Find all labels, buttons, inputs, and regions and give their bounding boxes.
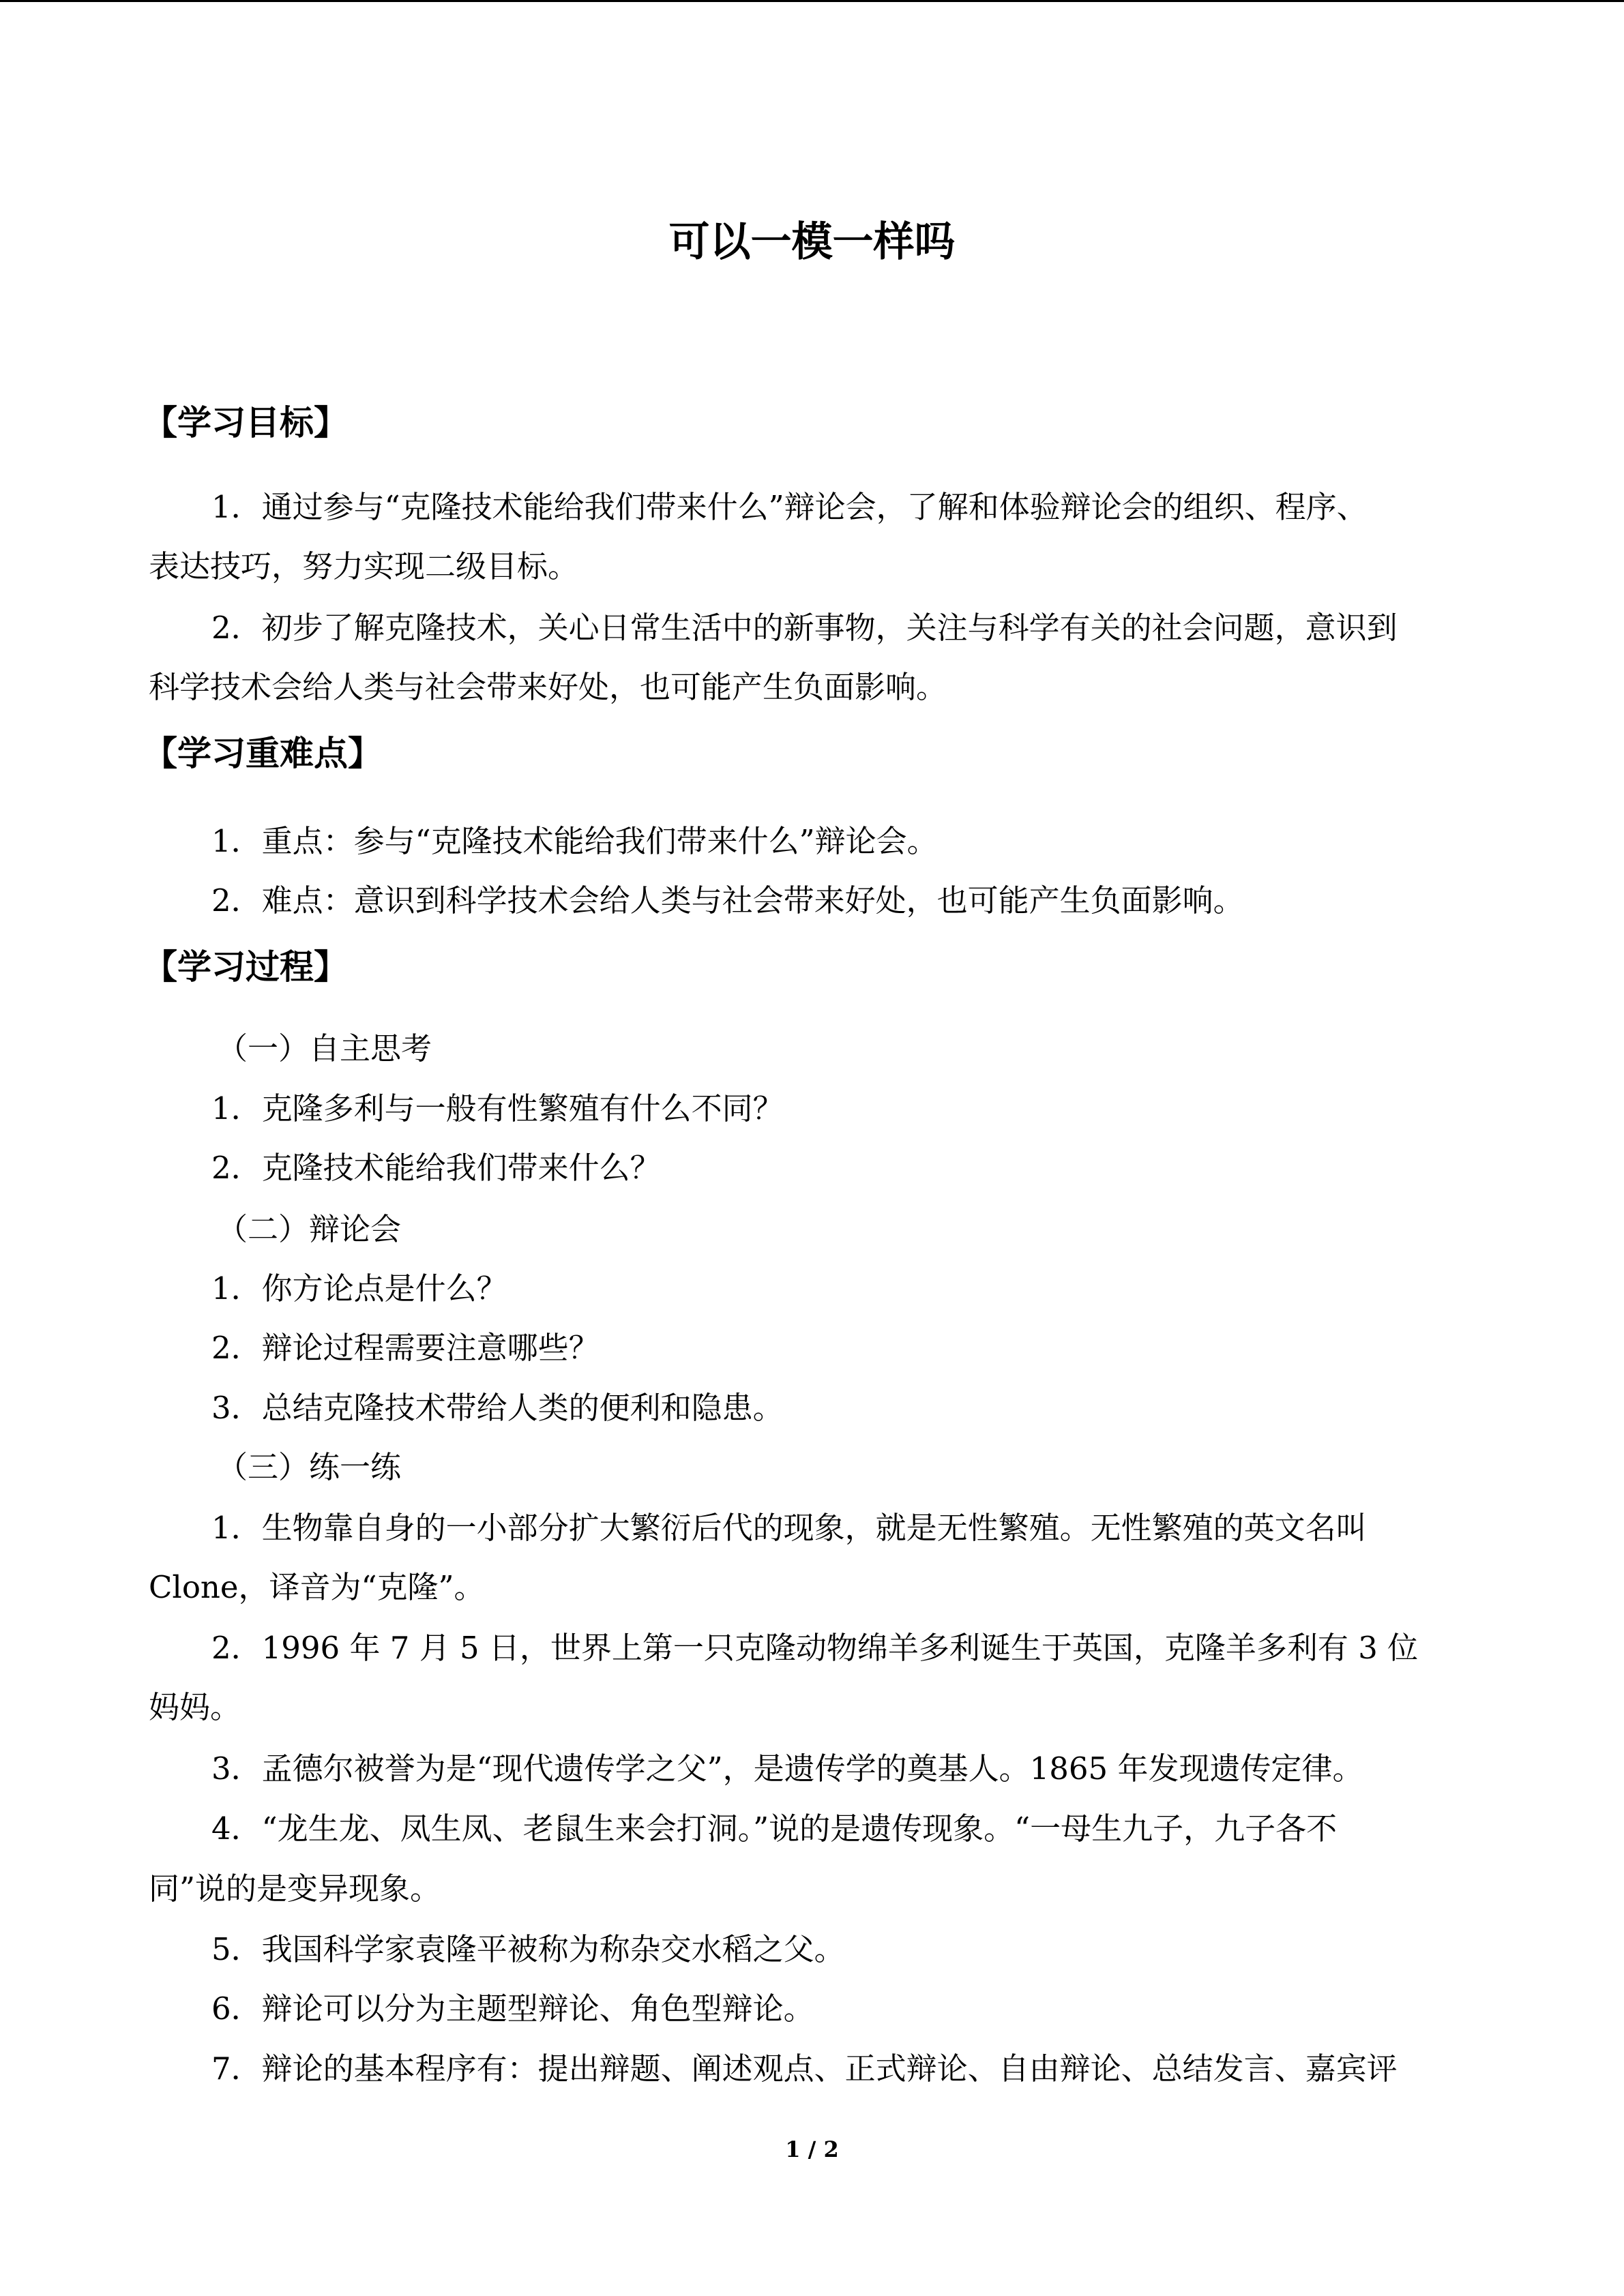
practice-line: 1．生物靠自身的一小部分扩大繁衍后代的现象，就是无性繁殖。无性繁殖的英文名叫 [211, 1510, 1367, 1546]
subsection-title: （一）自主思考 [217, 1030, 432, 1067]
goal-line: 表达技巧，努力实现二级目标。 [149, 548, 579, 584]
key-point-line: 2．难点：意识到科学技术会给人类与社会带来好处，也可能产生负面影响。 [211, 882, 1244, 919]
practice-line: 5．我国科学家袁隆平被称为称杂交水稻之父。 [211, 1931, 845, 1967]
question-item: 2．克隆技术能给我们带来什么？ [211, 1150, 661, 1186]
question-item: 2．辩论过程需要注意哪些？ [211, 1330, 600, 1366]
goal-line: 科学技术会给人类与社会带来好处，也可能产生负面影响。 [149, 669, 947, 705]
subsection-title: （三）练一练 [217, 1449, 402, 1485]
goal-line: 1．通过参与“克隆技术能给我们带来什么”辩论会，了解和体验辩论会的组织、程序、 [211, 489, 1368, 525]
goal-line: 2．初步了解克隆技术，关心日常生活中的新事物，关注与科学有关的社会问题，意识到 [211, 610, 1398, 646]
section-heading-goals: 【学习目标】 [143, 403, 348, 443]
section-heading-process: 【学习过程】 [143, 947, 348, 987]
section-heading-key-points: 【学习重难点】 [143, 734, 382, 773]
subsection-title: （二）辩论会 [217, 1211, 402, 1247]
practice-line: 4．“龙生龙、凤生凤、老鼠生来会打洞。”说的是遗传现象。“一母生九子，九子各不 [211, 1810, 1338, 1847]
page-number: 1 / 2 [785, 2136, 839, 2162]
practice-line: 2．1996 年 7 月 5 日，世界上第一只克隆动物绵羊多利诞生于英国，克隆羊多利有 3 位 [211, 1630, 1419, 1666]
page-title: 可以一模一样吗 [668, 218, 956, 266]
question-item: 1．克隆多利与一般有性繁殖有什么不同？ [211, 1090, 784, 1127]
question-item: 3．总结克隆技术带给人类的便利和隐患。 [211, 1390, 784, 1426]
practice-line: 7．辩论的基本程序有：提出辩题、阐述观点、正式辩论、自由辩论、总结发言、嘉宾评 [211, 2051, 1398, 2087]
practice-line: 同”说的是变异现象。 [149, 1870, 441, 1907]
practice-line: 妈妈。 [149, 1689, 241, 1725]
practice-line: 3．孟德尔被誉为是“现代遗传学之父”，是遗传学的奠基人。1865 年发现遗传定律。 [211, 1750, 1363, 1787]
key-point-line: 1．重点：参与“克隆技术能给我们带来什么”辩论会。 [211, 823, 938, 859]
question-item: 1．你方论点是什么？ [211, 1270, 507, 1307]
practice-line: Clone，译音为“克隆”。 [149, 1569, 485, 1605]
practice-line: 6．辩论可以分为主题型辩论、角色型辩论。 [211, 1991, 814, 2027]
